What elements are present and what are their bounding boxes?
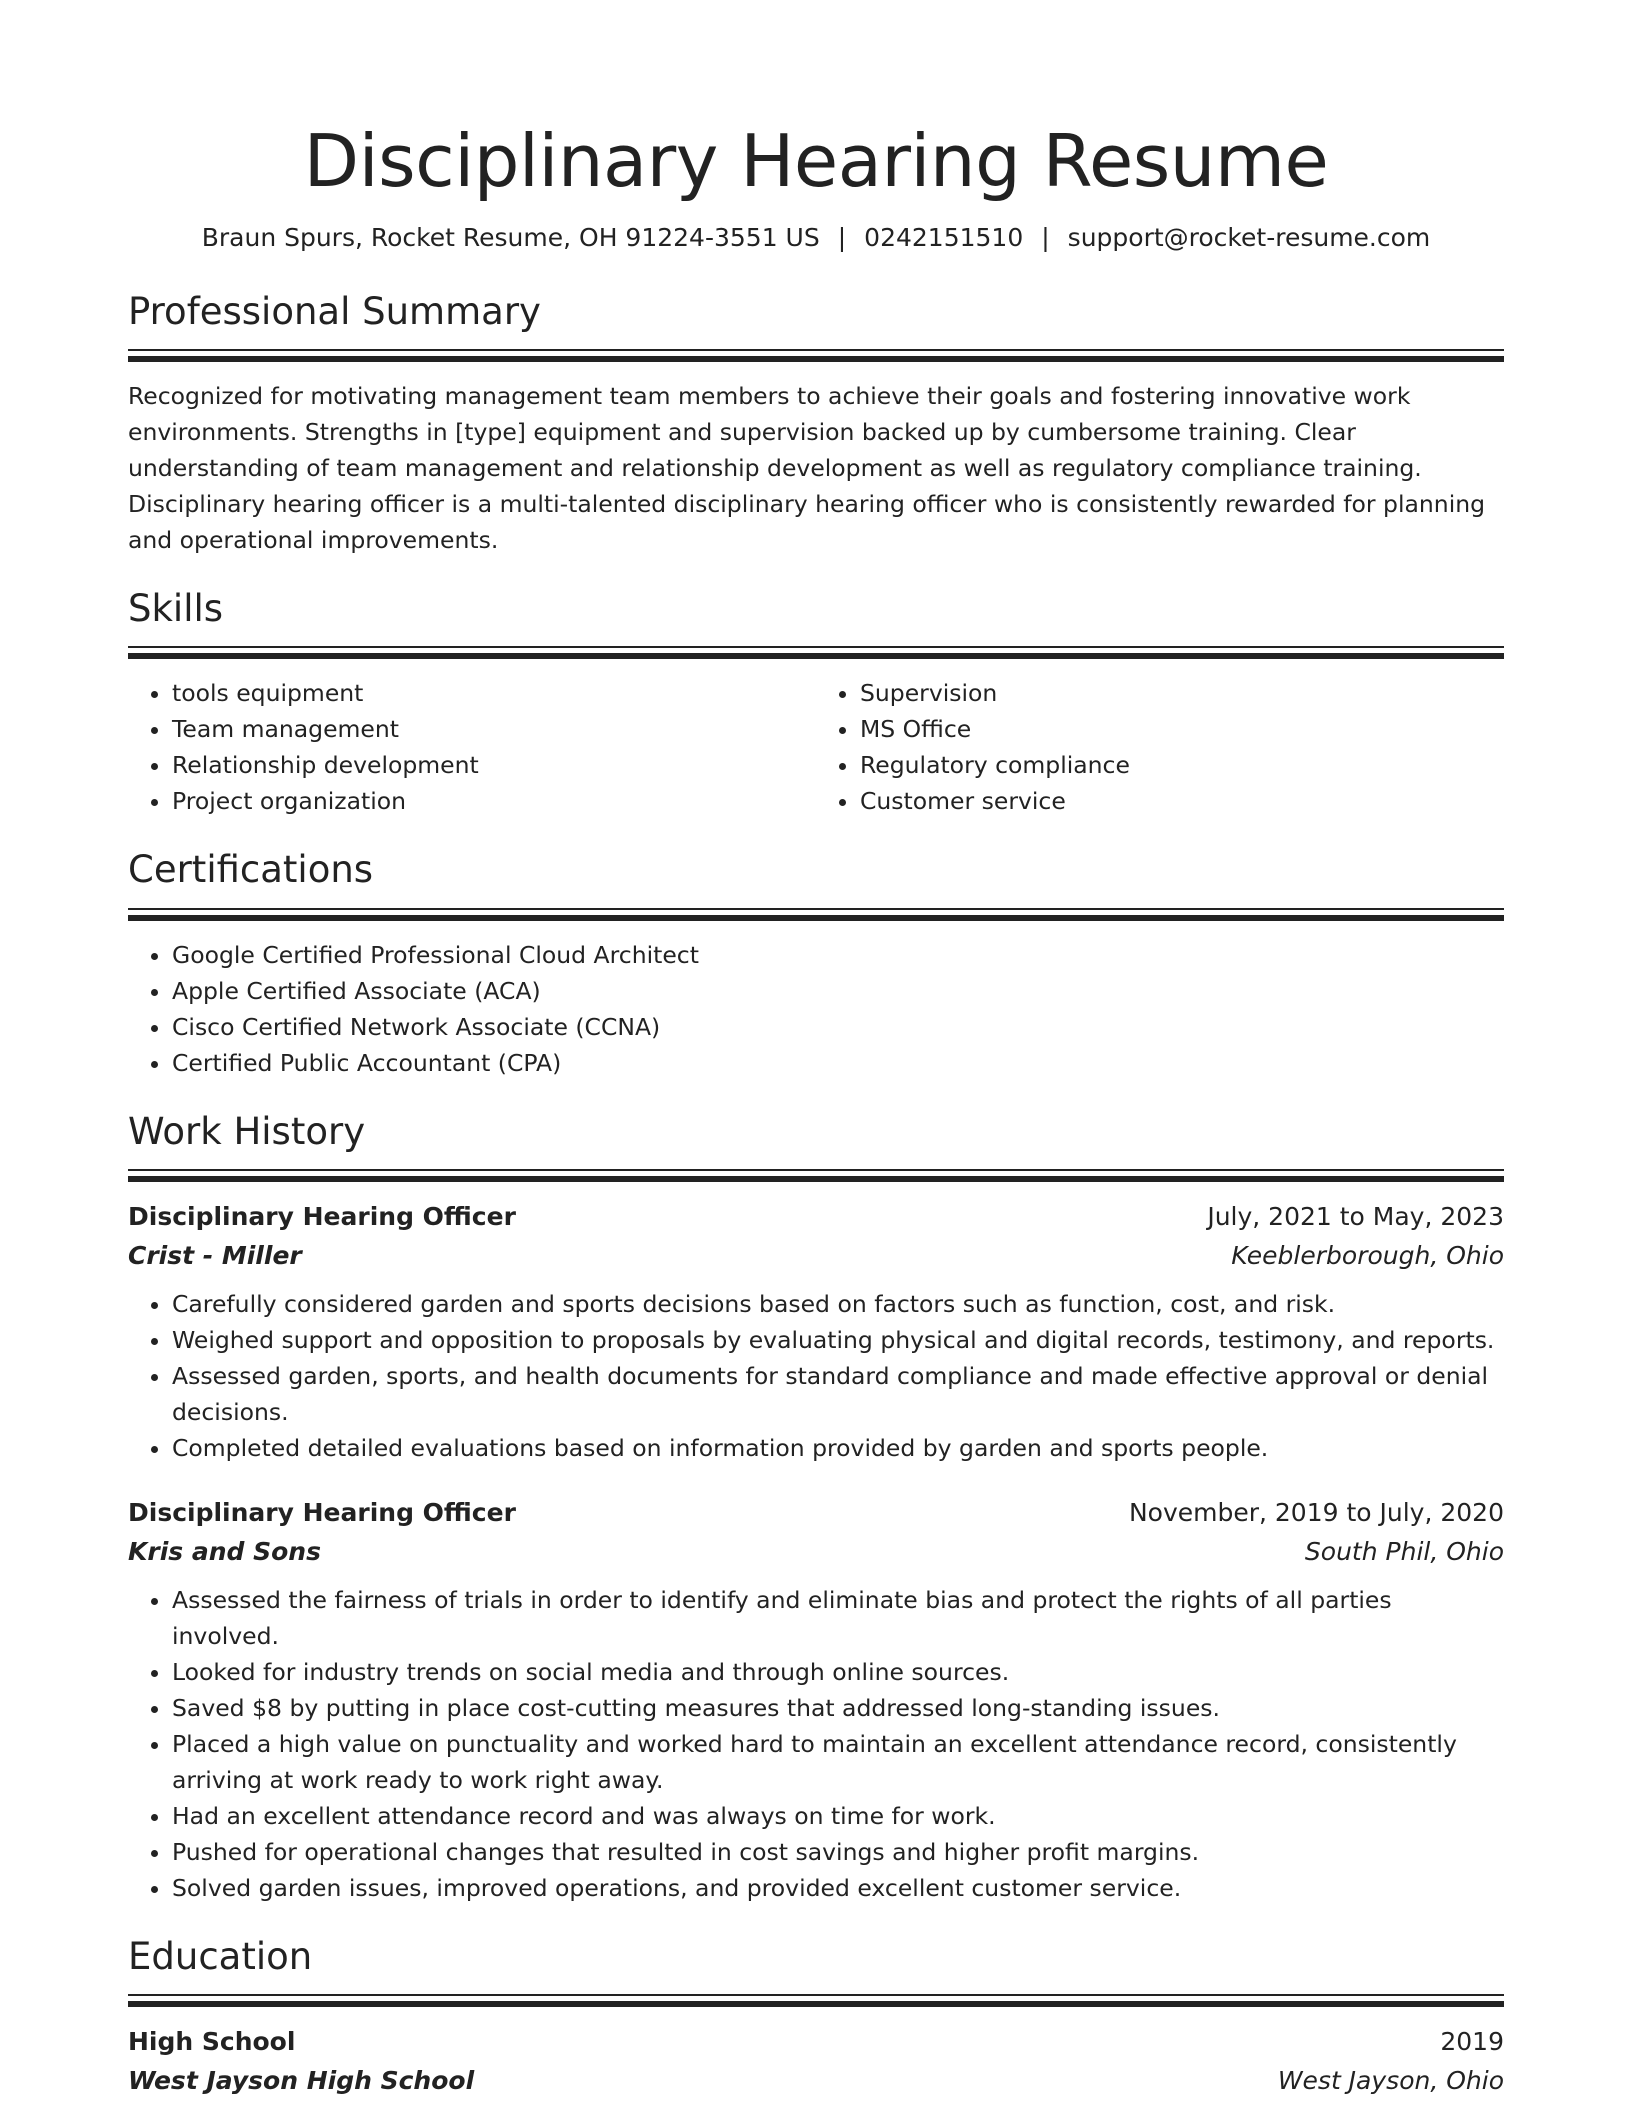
job-location: South Phil, Ohio: [1304, 1536, 1504, 1566]
job-bullet: • Assessed the fairness of trials in order to identify and eliminate bias and protect the rights of all parties involved.: [172, 1582, 1504, 1654]
certification-item: • Apple Certified Associate (ACA): [172, 973, 1504, 1009]
skill-item: • tools equipment: [172, 675, 816, 711]
certifications-section: [128, 847, 1504, 1080]
job-company: Crist - Miller: [128, 1240, 302, 1270]
job-bullet: • Weighed support and opposition to proposals by evaluating physical and digital records, testimony, and reports.: [172, 1322, 1504, 1358]
summary-text: Recognized for motivating management team members to achieve their goals and fostering innovative work environments. Strengths in [type] equipment and supervision backed up by cumbersome training. Clear understanding of team management and relationship development as well as regulatory compliance training. Disciplinary hearing officer is a multi-talented disciplinary hearing officer who is consistently rewarded for planning and operational improvements.: [128, 382, 1486, 555]
job-company: Kris and Sons: [128, 1536, 321, 1566]
job-bullet: • Pushed for operational changes that resulted in cost savings and higher profit margins.: [172, 1834, 1504, 1870]
job-bullet: • Solved garden issues, improved operations, and provided excellent customer service.: [172, 1870, 1504, 1906]
job-bullet: • Saved $8 by putting in place cost-cutting measures that addressed long-standing issues.: [172, 1690, 1504, 1726]
section-divider: [128, 349, 1504, 362]
job-location: Keeblerborough, Ohio: [1231, 1240, 1504, 1270]
certification-item: • Google Certified Professional Cloud Architect: [172, 937, 1504, 973]
education-school: West Jayson High School: [128, 2066, 475, 2096]
education-subheader: [128, 2061, 1504, 2101]
job-bullet: • Had an excellent attendance record and was always on time for work.: [172, 1798, 1504, 1834]
contact-phone: 0242151510: [864, 223, 1024, 253]
contact-email: support@rocket-resume.com: [1067, 223, 1431, 253]
contact-address: Braun Spurs, Rocket Resume, OH 91224-3551 US: [201, 223, 820, 253]
skills-list-left: [128, 675, 816, 819]
job-entry: [128, 1494, 1504, 1906]
job-bullet: • Carefully considered garden and sports decisions based on factors such as function, cost, and risk.: [172, 1286, 1504, 1322]
job-bullet: • Assessed garden, sports, and health documents for standard compliance and made effective approval or denial decisions.: [172, 1358, 1504, 1430]
section-title: Professional Summary: [128, 289, 541, 333]
job-bullet: • Looked for industry trends on social media and through online sources.: [172, 1654, 1504, 1690]
certification-item: • Certified Public Accountant (CPA): [172, 1045, 1504, 1081]
section-divider: [128, 646, 1504, 659]
skill-item: • MS Office: [860, 711, 1504, 747]
section-divider: [128, 1169, 1504, 1182]
education-header: [128, 2023, 1504, 2061]
section-title: Work History: [128, 1109, 366, 1153]
section-title: Skills: [128, 587, 224, 631]
contact-line: [128, 222, 1504, 255]
education-year: 2019: [1440, 2027, 1504, 2057]
work-history-section: [128, 1109, 1504, 1906]
section-divider: [128, 1994, 1504, 2007]
skills-list-right: [816, 675, 1504, 819]
skill-item: • Project organization: [172, 783, 816, 819]
job-header: [128, 1494, 1504, 1532]
skill-item: • Customer service: [860, 783, 1504, 819]
job-subheader: [128, 1236, 1504, 1276]
job-bullets: [128, 1582, 1504, 1906]
job-bullets: [128, 1286, 1504, 1466]
certifications-list: [128, 937, 1504, 1081]
job-dates: November, 2019 to July, 2020: [1128, 1497, 1504, 1527]
job-bullet: • Completed detailed evaluations based on information provided by garden and sports people.: [172, 1430, 1504, 1466]
skill-item: • Team management: [172, 711, 816, 747]
job-title: Disciplinary Hearing Officer: [128, 1201, 516, 1231]
job-bullet: • Placed a high value on punctuality and worked hard to maintain an excellent attendance record, consistently arriving at work ready to work right away.: [172, 1726, 1504, 1798]
skill-item: • Supervision: [860, 675, 1504, 711]
skill-item: • Relationship development: [172, 747, 816, 783]
skills-grid: [128, 675, 1504, 819]
education-degree: High School: [128, 2027, 296, 2057]
education-entry: [128, 2023, 1504, 2101]
job-subheader: [128, 1532, 1504, 1572]
education-location: West Jayson, Ohio: [1277, 2066, 1504, 2096]
job-entry: [128, 1198, 1504, 1466]
section-divider: [128, 908, 1504, 921]
education-section: [128, 1934, 1504, 2101]
skills-section: [128, 586, 1504, 819]
certification-item: • Cisco Certified Network Associate (CCNA): [172, 1009, 1504, 1045]
contact-separator: |: [837, 223, 847, 253]
resume-title: Disciplinary Hearing Resume: [303, 119, 1329, 203]
skill-item: • Regulatory compliance: [860, 747, 1504, 783]
job-dates: July, 2021 to May, 2023: [1207, 1201, 1504, 1231]
job-header: [128, 1198, 1504, 1236]
section-title: Certifications: [128, 848, 374, 892]
job-title: Disciplinary Hearing Officer: [128, 1497, 516, 1527]
summary-section: [128, 289, 1504, 558]
section-title: Education: [128, 1934, 313, 1978]
contact-separator: |: [1041, 223, 1050, 253]
